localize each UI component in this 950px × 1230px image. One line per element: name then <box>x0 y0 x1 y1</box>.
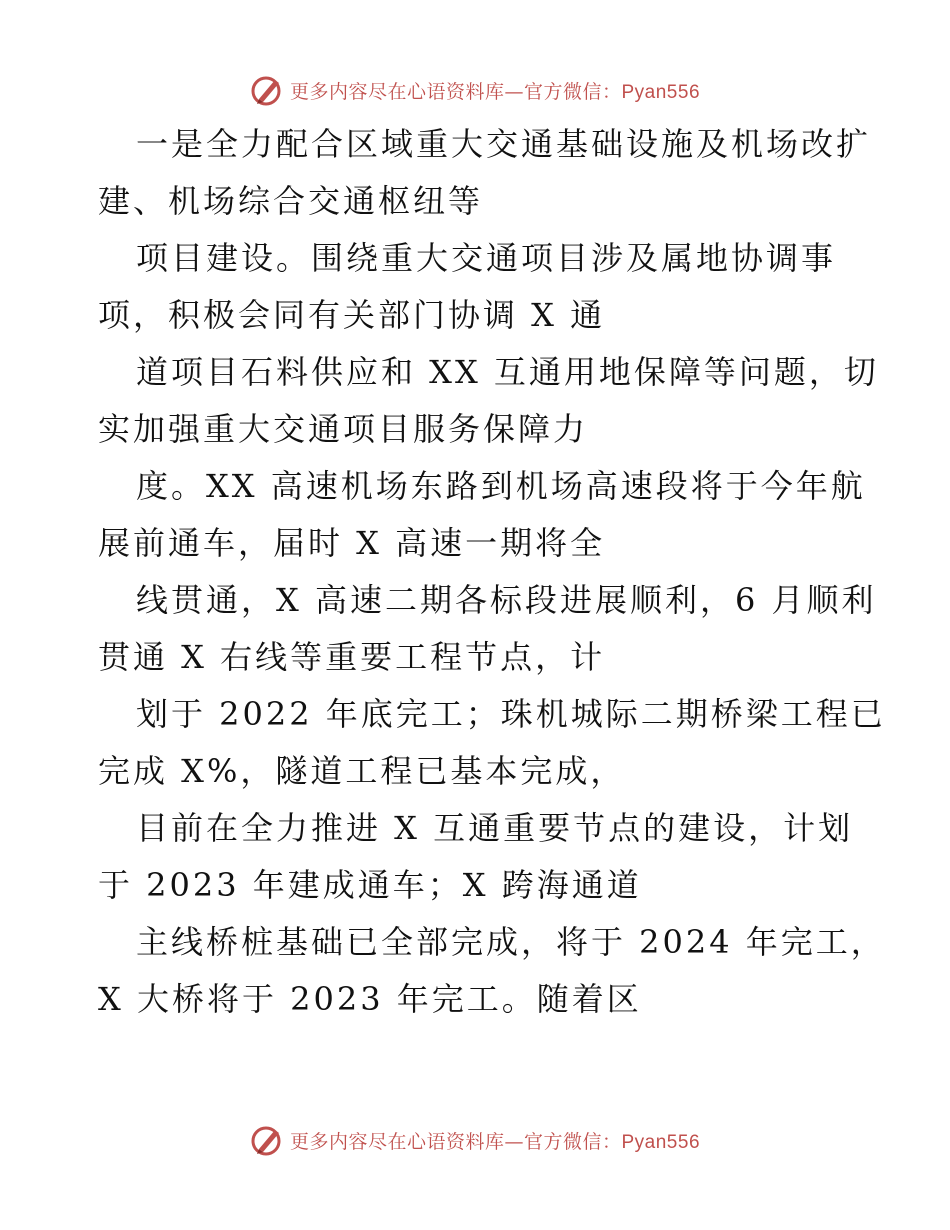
text-line: 于 2023 年建成通车；X 跨海通道 <box>98 866 642 904</box>
text-line: 项，积极会同有关部门协调 X 通 <box>98 296 606 334</box>
text-line: 目前在全力推进 X 互通重要节点的建设，计划 <box>136 809 854 847</box>
text-line: 一是全力配合区域重大交通基础设施及机场改扩 <box>136 125 872 163</box>
pen-logo-icon <box>250 73 284 107</box>
text-line: 建、机场综合交通枢纽等 <box>98 182 484 220</box>
text-line: 完成 X%，隧道工程已基本完成， <box>98 752 626 790</box>
text-line: X 大桥将于 2023 年完工。随着区 <box>98 980 642 1018</box>
text-line: 道项目石料供应和 XX 互通用地保障等问题，切 <box>136 353 879 391</box>
text-line: 展前通车，届时 X 高速一期将全 <box>98 524 606 562</box>
text-line: 贯通 X 右线等重要工程节点，计 <box>98 638 606 676</box>
footer-banner <box>0 1120 950 1160</box>
header-banner-text: 更多内容尽在心语资料库—官方微信：Pyan556 <box>289 80 701 103</box>
footer-wechat-id: Pyan556 <box>621 1131 701 1153</box>
text-line: 主线桥桩基础已全部完成，将于 2024 年完工， <box>136 923 886 961</box>
header-wechat-id: Pyan556 <box>621 81 701 103</box>
text-line: 划于 2022 年底完工；珠机城际二期桥梁工程已 <box>136 695 886 733</box>
header-banner <box>0 70 950 110</box>
footer-banner-text: 更多内容尽在心语资料库—官方微信：Pyan556 <box>289 1130 701 1153</box>
document-body <box>98 116 886 1028</box>
text-line: 线贯通，X 高速二期各标段进展顺利，6 月顺利 <box>136 581 877 619</box>
text-line: 度。XX 高速机场东路到机场高速段将于今年航 <box>136 467 866 505</box>
pen-logo-icon <box>250 1123 284 1157</box>
text-line: 项目建设。围绕重大交通项目涉及属地协调事 <box>136 239 837 277</box>
text-line: 实加强重大交通项目服务保障力 <box>98 410 589 448</box>
